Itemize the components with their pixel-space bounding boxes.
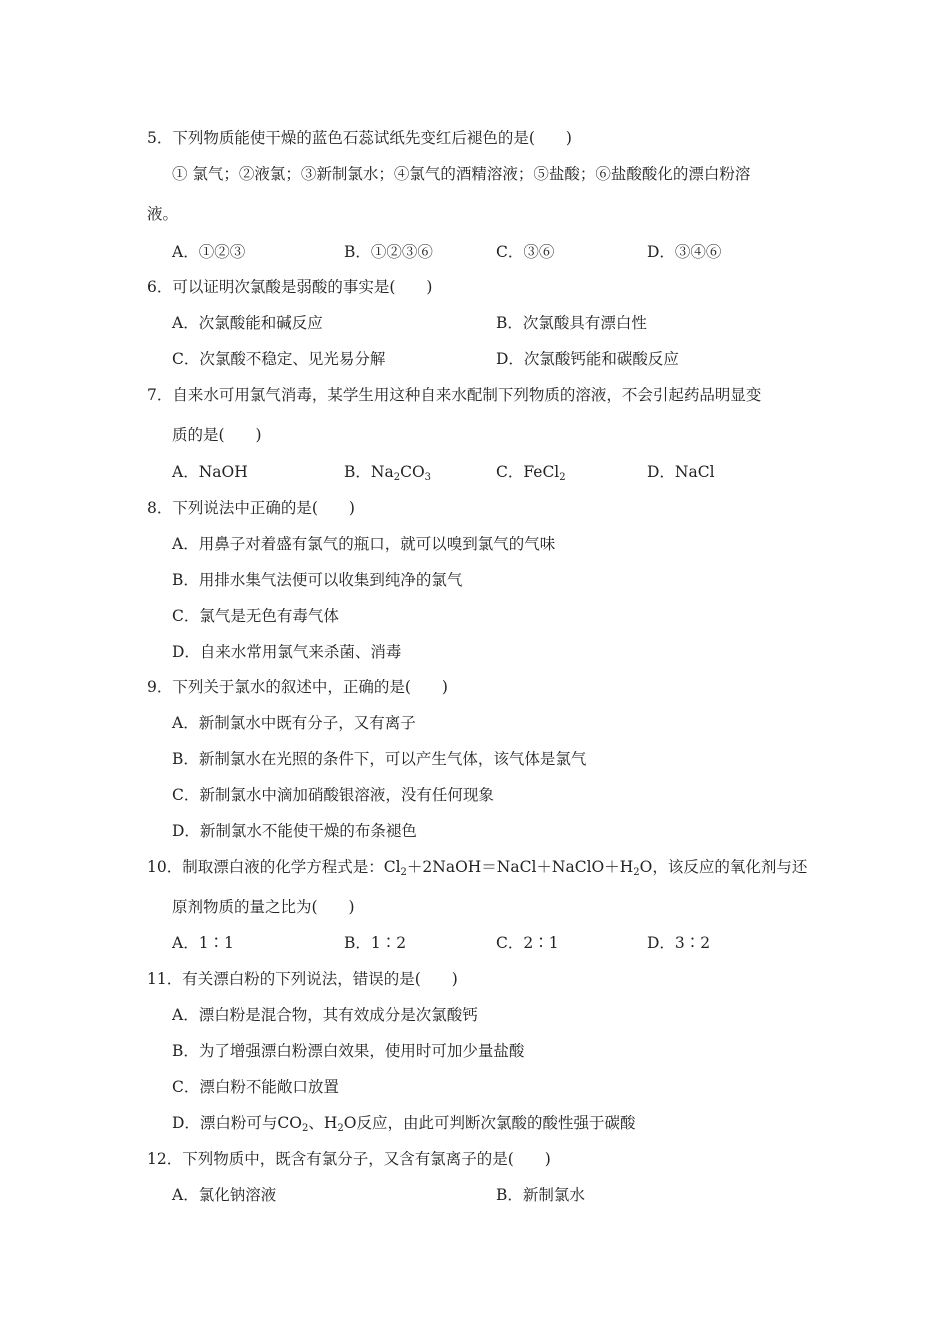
question-5-detail-cont: 液。 <box>147 205 179 223</box>
question-5-option-d: D．③④⑥ <box>647 243 722 261</box>
question-7-stem-cont: 质的是( ) <box>172 426 262 444</box>
question-5-option-c: C．③⑥ <box>496 243 555 261</box>
question-10-stem: 10．制取漂白液的化学方程式是：$Cl_2+2NaOH=NaCl+NaClO+H_2O$，该反应的氧化剂与还 <box>147 858 808 878</box>
question-9-stem: 9．下列关于氯水的叙述中，正确的是( ) <box>147 678 448 696</box>
question-8-option-a: A．用鼻子对着盛有氯气的瓶口，就可以嗅到氯气的气味 <box>172 535 556 553</box>
question-9-option-c: C．新制氯水中滴加硝酸银溶液，没有任何现象 <box>172 786 494 804</box>
question-6-option-b: B．次氯酸具有漂白性 <box>496 314 647 332</box>
question-6-stem: 6．可以证明次氯酸是弱酸的事实是( ) <box>147 278 433 296</box>
question-6-option-c: C．次氯酸不稳定、见光易分解 <box>172 350 386 368</box>
question-9-option-b: B．新制氯水在光照的条件下，可以产生气体，该气体是氯气 <box>172 750 587 768</box>
question-11-option-d: D．漂白粉可与$CO_2$、$H_2O$反应，由此可判断次氯酸的酸性强于碳酸 <box>172 1114 636 1134</box>
question-8-option-b: B．用排水集气法便可以收集到纯净的氯气 <box>172 571 463 589</box>
question-7-option-b: B．$Na_2CO_3$ <box>344 463 432 483</box>
question-10-option-b: B．1∶2 <box>344 934 407 952</box>
question-5-option-b: B．①②③⑥ <box>344 243 433 261</box>
question-5-option-a: A．①②③ <box>172 243 246 261</box>
question-11-option-c: C．漂白粉不能敞口放置 <box>172 1078 339 1096</box>
question-10-option-d: D．3∶2 <box>647 934 711 952</box>
question-11-option-a: A．漂白粉是混合物，其有效成分是次氯酸钙 <box>172 1006 478 1024</box>
question-5-stem: 5．下列物质能使干燥的蓝色石蕊试纸先变红后褪色的是( ) <box>147 129 572 147</box>
question-7-option-c: C．FeCl$_2$ <box>496 463 566 483</box>
question-11-stem: 11．有关漂白粉的下列说法，错误的是( ) <box>147 970 458 988</box>
question-7-option-d: D．NaCl <box>647 463 715 481</box>
question-8-option-d: D．自来水常用氯气来杀菌、消毒 <box>172 643 402 661</box>
question-9-option-d: D．新制氯水不能使干燥的布条褪色 <box>172 822 417 840</box>
question-9-option-a: A．新制氯水中既有分子，又有离子 <box>172 714 416 732</box>
question-6-option-a: A．次氯酸能和碱反应 <box>172 314 323 332</box>
question-12-option-b: B．新制氯水 <box>496 1186 585 1204</box>
question-8-stem: 8．下列说法中正确的是( ) <box>147 499 355 517</box>
question-10-option-c: C．2∶1 <box>496 934 559 952</box>
question-12-option-a: A．氯化钠溶液 <box>172 1186 277 1204</box>
question-10-stem-cont: 原剂物质的量之比为( ) <box>172 898 355 916</box>
question-7-stem: 7．自来水可用氯气消毒，某学生用这种自来水配制下列物质的溶液，不会引起药品明显变 <box>147 386 762 404</box>
question-7-option-a: A．NaOH <box>172 463 248 481</box>
question-10-option-a: A．1∶1 <box>172 934 234 952</box>
question-8-option-c: C．氯气是无色有毒气体 <box>172 607 339 625</box>
question-11-option-b: B．为了增强漂白粉漂白效果，使用时可加少量盐酸 <box>172 1042 525 1060</box>
question-5-detail: ① 氯气；②液氯；③新制氯水；④氯气的酒精溶液；⑤盐酸；⑥盐酸酸化的漂白粉溶 <box>172 165 751 183</box>
question-12-stem: 12．下列物质中，既含有氯分子，又含有氯离子的是( ) <box>147 1150 551 1168</box>
question-6-option-d: D．次氯酸钙能和碳酸反应 <box>496 350 679 368</box>
